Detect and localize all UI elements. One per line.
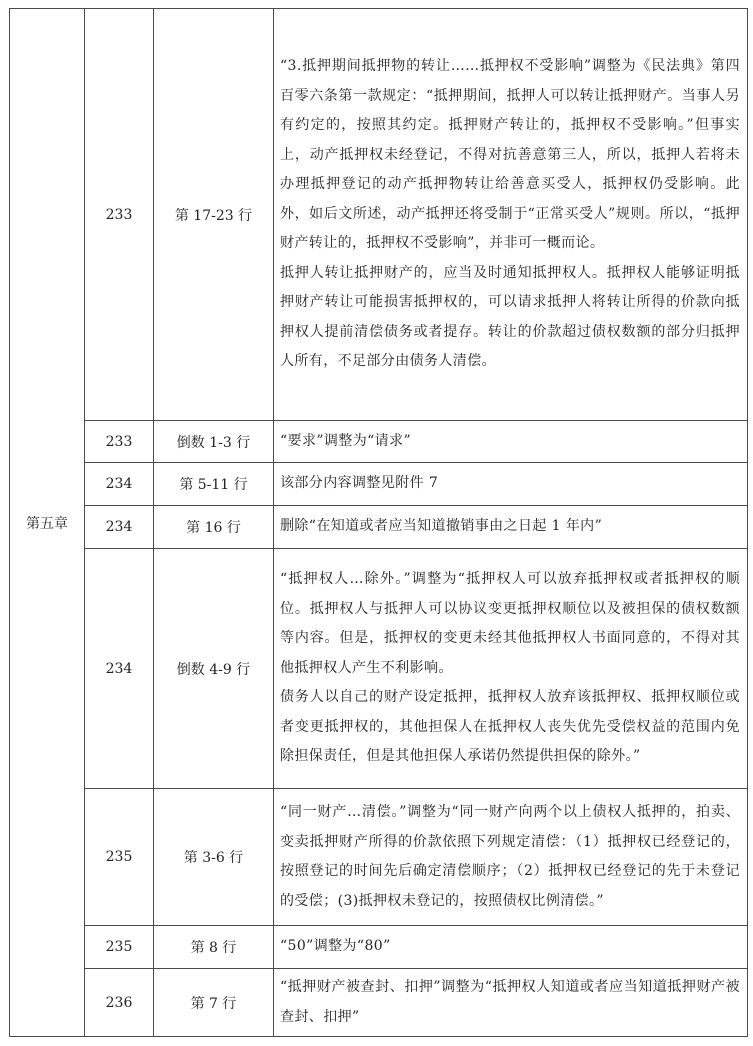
revision-content-cell — [274, 789, 748, 926]
page-number-cell: 233 — [85, 9, 154, 421]
table-row — [10, 506, 748, 549]
line-range-cell: 第 16 行 — [154, 506, 274, 549]
revision-content-cell — [274, 969, 748, 1037]
revision-paragraph: “抵押权人…除外。”调整为“抵押权人可以放弃抵押权或者抵押权的顺位。抵押权人与抵押人可以协议变更抵押权顺位以及被担保的债权数额等内容。但是，抵押权的变更未经其他抵押权人书面同意的，不得对其他抵押权人产生不利影响。 — [280, 571, 740, 676]
table-row — [10, 421, 748, 463]
page-number-cell: 234 — [85, 549, 154, 789]
page-number-cell: 233 — [85, 421, 154, 463]
page-number-cell: 234 — [85, 506, 154, 549]
revision-content-cell — [274, 421, 748, 463]
revision-paragraph: “50”调整为“80” — [280, 938, 391, 955]
page-number-cell: 236 — [85, 969, 154, 1037]
line-range-cell: 倒数 4-9 行 — [154, 549, 274, 789]
revision-paragraph: “3.抵押期间抵押物的转让……抵押权不受影响”调整为《民法典》第四百零六条第一款规定：“抵押期间，抵押人可以转让抵押财产。当事人另有约定的，按照其约定。抵押财产转让的，抵押权不受影响。”但事实上，动产抵押权未经登记，不得对抗善意第三人，所以，抵押人若将未办理抵押登记的动产抵押物转让给善意买受人，抵押权仍受影响。此外，如后文所述，动产抵押还将受制于“正常买受人”规则。所以，“抵押财产转让的，抵押权不受影响”，并非可一概而论。 — [280, 58, 740, 252]
table-row — [10, 789, 748, 926]
line-range-cell: 第 8 行 — [154, 926, 274, 969]
revision-content-cell — [274, 549, 748, 789]
line-range-cell: 倒数 1-3 行 — [154, 421, 274, 463]
page-number-cell: 234 — [85, 463, 154, 506]
line-range-cell: 第 17-23 行 — [154, 9, 274, 421]
line-range-cell: 第 5-11 行 — [154, 463, 274, 506]
revision-content-cell — [274, 463, 748, 506]
page-number-cell: 235 — [85, 926, 154, 969]
errata-table — [9, 8, 748, 1037]
table-row — [10, 549, 748, 789]
page-number-cell: 235 — [85, 789, 154, 926]
revision-paragraph: “要求”调整为“请求” — [280, 432, 412, 449]
revision-paragraph: 债务人以自己的财产设定抵押，抵押权人放弃该抵押权、抵押权顺位或者变更抵押权的，其他担保人在抵押权人丧失优先受偿权益的范围内免除担保责任，但是其他担保人承诺仍然提供担保的除外。” — [280, 689, 740, 765]
revision-paragraph: 该部分内容调整见附件 7 — [280, 475, 439, 492]
revision-paragraph: 抵押人转让抵押财产的，应当及时通知抵押权人。抵押权人能够证明抵押财产转让可能损害抵押权的，可以请求抵押人将转让所得的价款向抵押权人提前清偿债务或者提存。转让的价款超过债权数额的部分归抵押人所有，不足部分由债务人清偿。 — [280, 264, 740, 370]
revision-content-cell — [274, 9, 748, 421]
line-range-cell: 第 3-6 行 — [154, 789, 274, 926]
line-range-cell: 第 7 行 — [154, 969, 274, 1037]
table-row — [10, 463, 748, 506]
revision-paragraph: 删除“在知道或者应当知道撤销事由之日起 1 年内” — [280, 518, 603, 535]
revision-paragraph: “同一财产…清偿。”调整为“同一财产向两个以上债权人抵押的，拍卖、变卖抵押财产所得的价款依照下列规定清偿：（1）抵押权已经登记的，按照登记的时间先后确定清偿顺序；（2）抵押权已经登记的先于未登记的受偿；(3)抵押权未登记的，按照债权比例清偿。” — [280, 804, 740, 909]
revision-paragraph: “抵押财产被查封、扣押”调整为“抵押权人知道或者应当知道抵押财产被查封、扣押” — [280, 979, 740, 1025]
table-row — [10, 9, 748, 421]
table-row — [10, 969, 748, 1037]
table-row — [10, 926, 748, 969]
chapter-cell: 第五章 — [10, 9, 85, 1037]
revision-content-cell — [274, 926, 748, 969]
revision-content-cell — [274, 506, 748, 549]
